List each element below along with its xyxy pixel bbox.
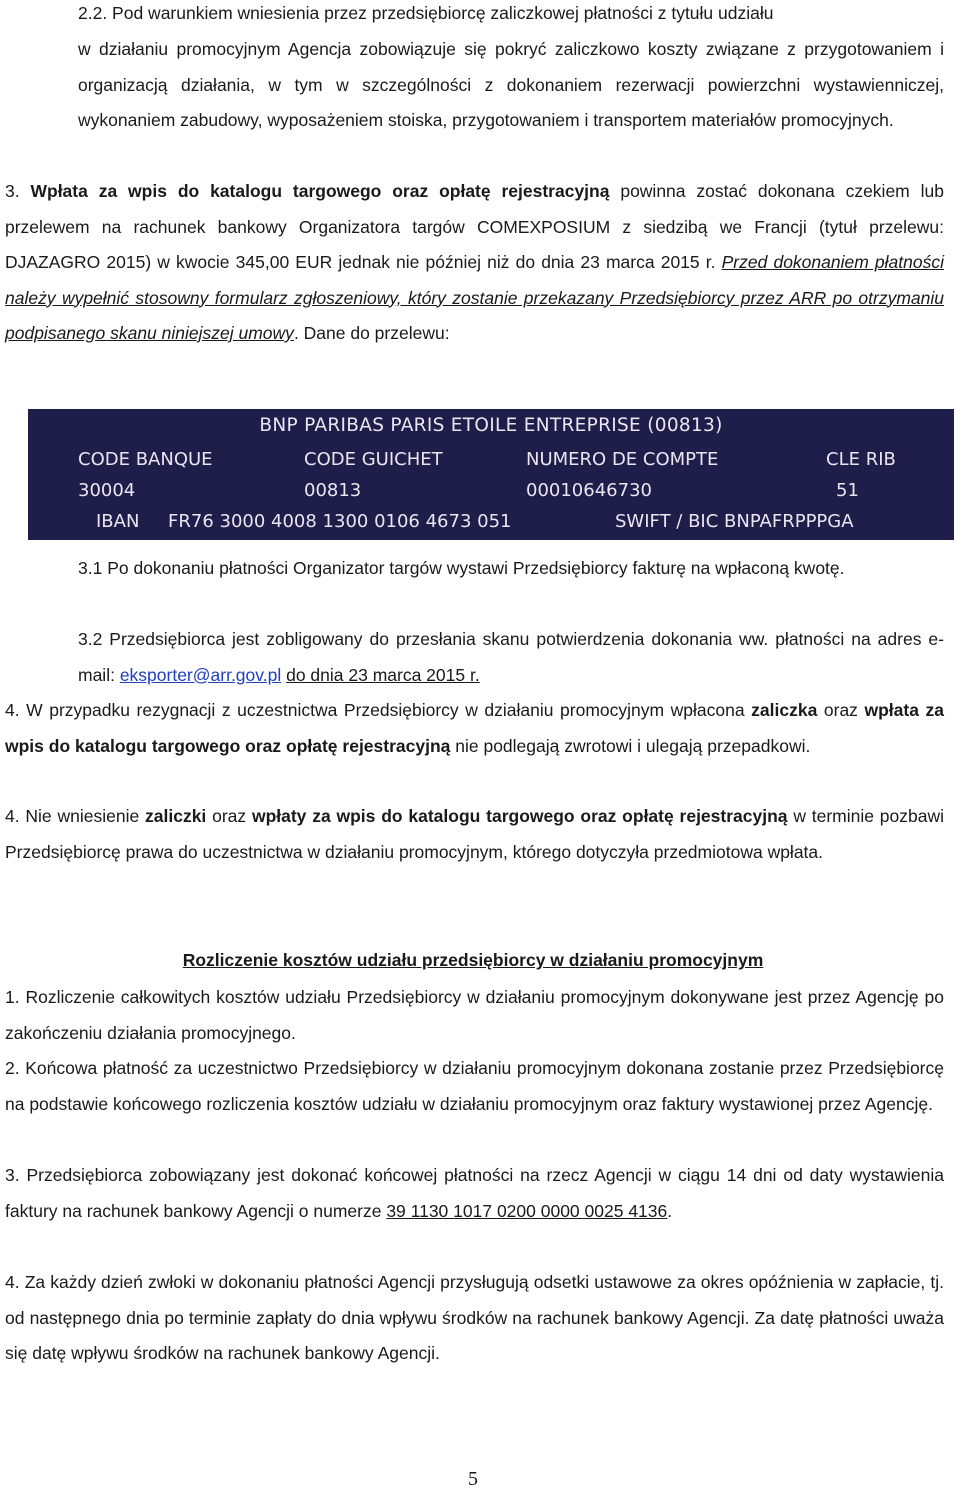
paragraph-4a-text2: oraz <box>817 700 865 720</box>
swift-bic: SWIFT / BIC BNPAFRPPPGA <box>615 511 854 532</box>
code-banque-label: CODE BANQUE <box>78 449 213 470</box>
paragraph-4b-text3: w terminie pozbawi Przedsiębiorcę prawa do uczestnictwa w działaniu promocyjnym, którego dotyczyła przedmiotowa wpłata. <box>5 806 945 862</box>
code-banque-value: 30004 <box>78 480 136 501</box>
paragraph-4b-text2: oraz <box>206 806 252 826</box>
paragraph-4a-text1: W przypadku rezygnacji z uczestnictwa Przedsiębiorcy w działaniu promocyjnym wpłacona <box>19 700 752 720</box>
paragraph-4b-text1: Nie wniesienie <box>19 806 145 826</box>
paragraph-4a-bold2: wpłata za wpis do katalogu targowego oraz opłatę rejestracyjną <box>5 700 944 756</box>
paragraph-4b-bold1: zaliczki <box>145 806 207 826</box>
settlement-point-2-text: 2. Końcowa płatność za uczestnictwo Przedsiębiorcy w działaniu promocyjnym dokonana zostanie przez Przedsiębiorcę na podstawie końcowego rozliczenia kosztów udziału w działaniu promocyjnym oraz faktury wystawionej przez Agencję. <box>5 1058 944 1114</box>
paragraph-3-2-text1: 3.2 Przedsiębiorca jest zobligowany do przesłania skanu potwierdzenia dokonania ww. płatności na adres e-mail: <box>78 629 944 685</box>
iban-value: FR76 3000 4008 1300 0106 4673 051 <box>168 511 512 532</box>
settlement-point-4 <box>5 1265 944 1372</box>
cle-rib-value: 51 <box>836 480 859 501</box>
page-number: 5 <box>468 1468 478 1490</box>
bank-details-box <box>28 409 954 540</box>
paragraph-2-2-text: w działaniu promocyjnym Agencja zobowiązuje się pokryć zaliczkowo koszty związane z przygotowaniem i organizacją działania, w tym w szczególności z dokonaniem rezerwacji powierzchni wystawienniczej, wykonaniem zabudowy, wyposażeniem stoiska, przygotowaniem i transportem materiałów promocyjnych. <box>78 39 944 130</box>
settlement-point-1 <box>5 980 944 1051</box>
email-link[interactable]: eksporter@arr.gov.pl <box>119 664 282 685</box>
paragraph-3-2 <box>78 622 944 693</box>
paragraph-2-2 <box>78 0 944 32</box>
paragraph-4a-bold1: zaliczka <box>751 700 818 720</box>
paragraph-3 <box>5 174 944 352</box>
paragraph-3-1 <box>78 551 944 587</box>
bank-name: BNP PARIBAS PARIS ETOILE ENTREPRISE (00813) <box>259 415 723 436</box>
agency-account-number: 39 1130 1017 0200 0000 0025 4136 <box>386 1200 668 1221</box>
paragraph-2-2-body <box>78 32 944 139</box>
paragraph-3-1-text: 3.1 Po dokonaniu płatności Organizator targów wystawi Przedsiębiorcy fakturę na wpłaconą kwotę. <box>78 558 845 578</box>
settlement-point-4-text: 4. Za każdy dzień zwłoki w dokonaniu płatności Agencji przysługują odsetki ustawowe za okres opóźnienia w zapłacie, tj. od następnego dnia po terminie zapłaty do dnia wpływu środków na rachunek bankowy Agencji. Za datę płatności uważa się datę wpływu środków na rachunek bankowy Agencji. <box>5 1272 944 1363</box>
paragraph-4b-bold2: wpłaty za wpis do katalogu targowego oraz opłatę rejestracyjną <box>251 806 788 826</box>
settlement-point-1-text: 1. Rozliczenie całkowitych kosztów udziału Przedsiębiorcy w działaniu promocyjnym dokonywane jest przez Agencję po zakończeniu działania promocyjnego. <box>5 987 944 1043</box>
numero-de-compte-label: NUMERO DE COMPTE <box>526 449 719 470</box>
paragraph-3-2-deadline: do dnia 23 marca 2015 r. <box>286 664 480 685</box>
paragraph-4-resignation <box>5 693 944 764</box>
cle-rib-label: CLE RIB <box>826 449 896 470</box>
section-heading: Rozliczenie kosztów udziału przedsiębiorcy w działaniu promocyjnym <box>182 950 764 970</box>
numero-de-compte-value: 00010646730 <box>526 480 652 501</box>
paragraph-4-nonpayment <box>5 799 944 870</box>
paragraph-4a-number: 4. <box>5 700 20 720</box>
settlement-point-3 <box>5 1158 944 1229</box>
code-guichet-label: CODE GUICHET <box>304 449 443 470</box>
paragraph-2-2-line1: 2.2. Pod warunkiem wniesienia przez przedsiębiorcę zaliczkowej płatności z tytułu udziału <box>78 3 774 23</box>
paragraph-4b-number: 4. <box>5 806 20 826</box>
paragraph-3-instruction: Przed dokonaniem płatności należy wypełnić stosowny formularz zgłoszeniowy, który zostanie przekazany Przedsiębiorcy przez ARR po otrzymaniu podpisanego skanu niniejszej umowy <box>5 252 944 343</box>
paragraph-4a-text3: nie podlegają zwrotowi i ulegają przepadkowi. <box>450 735 811 756</box>
iban-label: IBAN <box>96 511 140 532</box>
paragraph-3-text1: powinna zostać dokonana czekiem lub przelewem na rachunek bankowy Organizatora targów COMEXPOSIUM z siedzibą we Francji (tytuł przelewu: DJAZAGRO 2015) w kwocie 345,00 EUR jednak nie później niż do dnia 23 marca 2015 r. <box>5 181 944 272</box>
settlement-point-3-text1: 3. Przedsiębiorca zobowiązany jest dokonać końcowej płatności na rzecz Agencji w ciągu 14 dni od daty wystawienia faktury na rachunek bankowy Agencji o numerze <box>5 1165 944 1221</box>
settlement-point-3-text2: . <box>667 1200 673 1221</box>
paragraph-3-bold: Wpłata za wpis do katalogu targowego oraz opłatę rejestracyjną <box>30 181 610 201</box>
paragraph-3-number: 3. <box>5 181 20 201</box>
paragraph-3-text2: . Dane do przelewu: <box>293 323 450 343</box>
code-guichet-value: 00813 <box>304 480 362 501</box>
settlement-point-2 <box>5 1051 944 1122</box>
